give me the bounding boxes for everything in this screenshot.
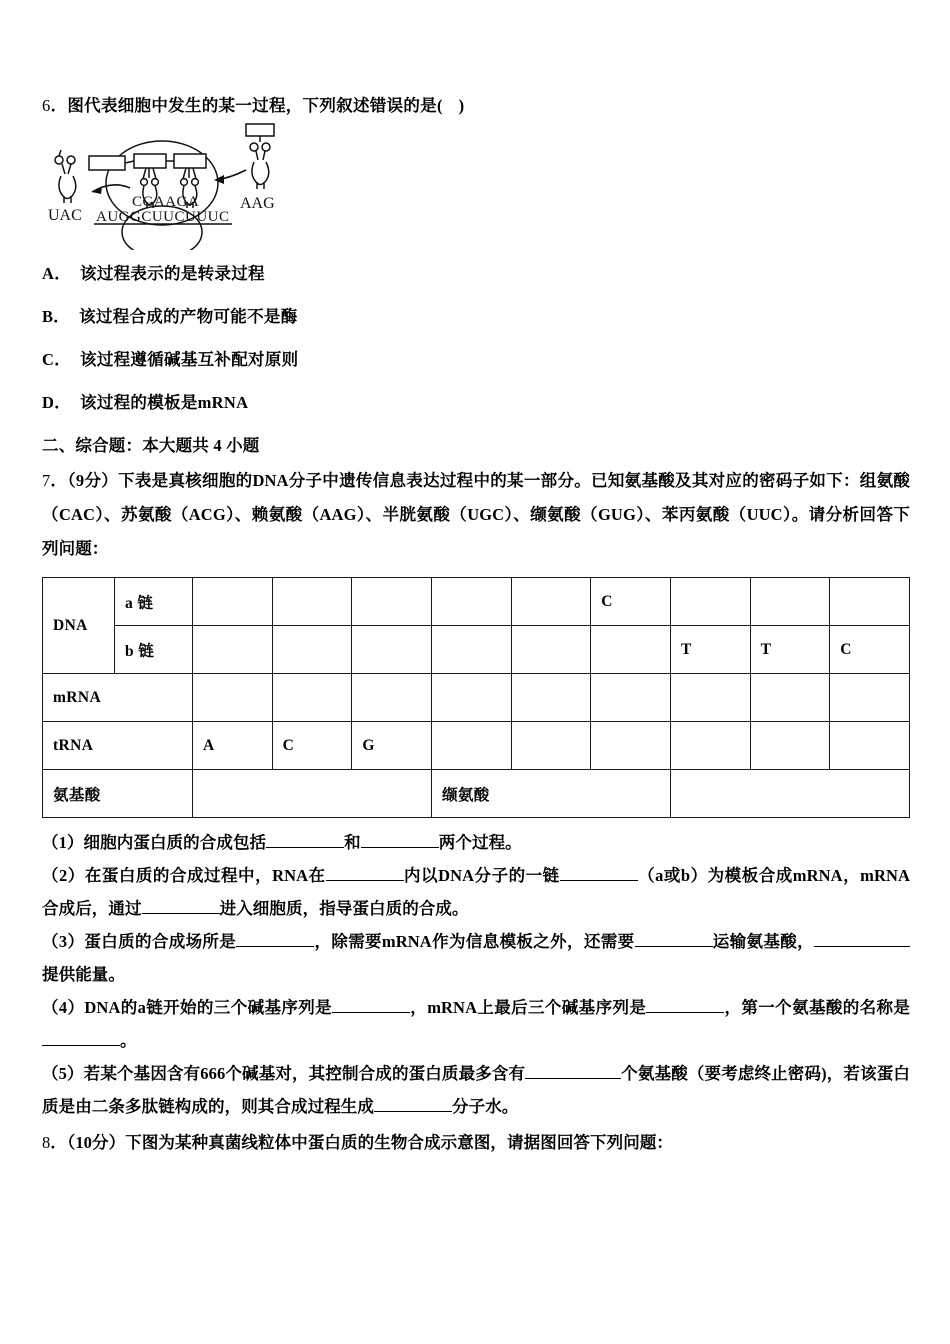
q7-4-part-1: ，mRNA上最后三个碱基序列是 xyxy=(410,998,647,1018)
cell-a-9 xyxy=(830,578,910,626)
option-a-label: A． xyxy=(42,264,72,283)
q7-5-part-1: 个氨基酸（要考虑终止密码)，若该蛋白质是由二条多肽链构成的，则其合成过程生成 xyxy=(42,1064,910,1117)
cell-mrna-9 xyxy=(830,674,910,722)
question-7-sub-2 xyxy=(42,859,910,925)
option-c-text: 该过程遵循碱基互补配对原则 xyxy=(80,350,299,369)
cell-mrna-6 xyxy=(591,674,671,722)
q7-3-blank-1[interactable] xyxy=(236,930,314,948)
question-8-marks: （10分） xyxy=(66,1133,126,1153)
cell-trna-9 xyxy=(830,722,910,770)
question-6-number: 6 xyxy=(42,96,51,115)
q7-1-part-0: （1）细胞内蛋白质的合成包括 xyxy=(42,833,267,853)
entering-trna-label: AAG xyxy=(240,195,275,212)
cell-mrna-4 xyxy=(431,674,511,722)
option-b xyxy=(42,303,910,327)
q7-3-part-0: （3）蛋白质的合成场所是 xyxy=(42,932,237,952)
cell-mrna-5 xyxy=(511,674,591,722)
cell-trna-6 xyxy=(591,722,671,770)
cell-chain-a: a 链 xyxy=(115,578,193,626)
option-d-label: D． xyxy=(42,393,72,412)
question-7-stem: 7．（9分）下表是真核细胞的DNA分子中遗传信息表达过程中的某一部分。已知氨基酸及其对应的密码子如下：组氨酸（CAC）、苏氨酸（ACG）、赖氨酸（AAG）、半胱氨酸（UGC）、缬氨酸（GUG）、苯丙氨酸（UUC）。请分析回答下列问题： xyxy=(42,471,911,558)
table-row-amino-acid xyxy=(43,770,910,818)
translation-ribosome-diagram xyxy=(34,120,314,250)
table-row-trna xyxy=(43,722,910,770)
cell-trna-3: G xyxy=(352,722,432,770)
option-b-text: 该过程合成的产物可能不是酶 xyxy=(79,307,298,326)
cell-trna-4 xyxy=(431,722,511,770)
question-7-sub-3 xyxy=(42,925,910,991)
q7-4-part-0: （4）DNA的a链开始的三个碱基序列是 xyxy=(42,998,333,1018)
question-6-text: ．图代表细胞中发生的某一过程，下列叙述错误的是 xyxy=(50,96,437,115)
q7-2-part-0: （2）在蛋白质的合成过程中，RNA在 xyxy=(42,866,326,886)
q7-2-blank-3[interactable] xyxy=(142,897,220,915)
cell-amino-acid-label: 氨基酸 xyxy=(43,770,193,818)
option-d-text: 该过程的模板是mRNA xyxy=(80,393,249,412)
cell-a-7 xyxy=(670,578,750,626)
cell-mrna-3 xyxy=(352,674,432,722)
question-8-number: 8 xyxy=(42,1133,51,1153)
question-6-answer-paren: ( ) xyxy=(436,96,471,115)
cell-b-6 xyxy=(591,626,671,674)
question-7-number: 7 xyxy=(42,471,51,490)
cell-b-2 xyxy=(272,626,352,674)
cell-mrna-7 xyxy=(670,674,750,722)
cell-trna-8 xyxy=(750,722,830,770)
cell-b-9: C xyxy=(830,626,910,674)
question-6-block xyxy=(42,92,910,413)
cell-mrna-label: mRNA xyxy=(43,674,193,722)
cell-trna-7 xyxy=(670,722,750,770)
q7-5-blank-2[interactable] xyxy=(374,1095,452,1113)
cell-mrna-2 xyxy=(272,674,352,722)
q7-5-blank-1[interactable] xyxy=(525,1062,621,1080)
cell-a-1 xyxy=(193,578,273,626)
question-7-sub-4 xyxy=(42,991,910,1057)
q7-4-blank-1[interactable] xyxy=(332,996,410,1014)
question-7-stem-text: 下表是真核细胞的DNA分子中遗传信息表达过程中的某一部分。已知氨基酸及其对应的密码子如下：组氨酸（CAC）、苏氨酸（ACG）、赖氨酸（AAG）、半胱氨酸（UGC）、缬氨酸（GUG）、苯丙氨酸（UUC）。请分析回答下列问题： xyxy=(42,471,911,558)
question-8: 8．（10分）下图为某种真菌线粒体中蛋白质的生物合成示意图，请据图回答下列问题： xyxy=(42,1133,674,1153)
cell-mrna-8 xyxy=(750,674,830,722)
cell-amino-group-3 xyxy=(670,770,909,818)
cell-mrna-1 xyxy=(193,674,273,722)
cell-b-7: T xyxy=(670,626,750,674)
q7-4-part-3: 。 xyxy=(120,1031,137,1051)
question-6-heading xyxy=(42,92,910,116)
q7-3-blank-3[interactable] xyxy=(814,930,910,948)
exiting-trna-label: UAC xyxy=(48,207,82,224)
option-c-label: C． xyxy=(42,350,72,369)
cell-b-1 xyxy=(193,626,273,674)
q7-2-part-2: （a或b）为模板合成mRNA，mRNA合成后，通过 xyxy=(42,866,910,919)
option-a-text: 该过程表示的是转录过程 xyxy=(80,264,265,283)
cell-a-5 xyxy=(511,578,591,626)
q7-1-part-2: 两个过程。 xyxy=(438,833,522,853)
cell-a-4 xyxy=(431,578,511,626)
q7-5-part-2: 分子水。 xyxy=(452,1097,519,1117)
q7-1-blank-1[interactable] xyxy=(266,831,344,849)
question-7-sub-1 xyxy=(42,826,910,859)
q7-2-part-3: 进入细胞质，指导蛋白质的合成。 xyxy=(219,899,469,919)
q7-2-blank-2[interactable] xyxy=(560,864,638,882)
q7-2-blank-1[interactable] xyxy=(326,864,404,882)
table-row-dna-b xyxy=(43,626,910,674)
q7-4-blank-3[interactable] xyxy=(42,1029,120,1047)
cell-b-5 xyxy=(511,626,591,674)
cell-chain-b: b 链 xyxy=(115,626,193,674)
q7-1-blank-2[interactable] xyxy=(361,831,439,849)
q7-1-part-1: 和 xyxy=(344,833,361,853)
question-8-text: 下图为某种真菌线粒体中蛋白质的生物合成示意图，请据图回答下列问题： xyxy=(125,1133,674,1153)
q7-3-part-2: 运输氨基酸， xyxy=(712,932,814,952)
q7-4-blank-2[interactable] xyxy=(646,996,724,1014)
q7-3-part-1: ，除需要mRNA作为信息模板之外，还需要 xyxy=(314,932,635,952)
cell-dna-label: DNA xyxy=(43,578,115,674)
q7-3-blank-2[interactable] xyxy=(635,930,713,948)
table-row-mrna xyxy=(43,674,910,722)
cell-a-3 xyxy=(352,578,432,626)
question-7-sub-5 xyxy=(42,1057,910,1123)
genetic-information-table xyxy=(42,577,910,818)
option-d xyxy=(42,389,910,413)
question-6-options xyxy=(42,260,910,413)
table-row-dna-a xyxy=(43,578,910,626)
option-a xyxy=(42,260,910,284)
cell-a-2 xyxy=(272,578,352,626)
cell-amino-group-1 xyxy=(193,770,432,818)
q7-4-part-2: ，第一个氨基酸的名称是 xyxy=(724,998,910,1018)
section-2-heading: 二、综合题：本大题共 4 小题 xyxy=(42,436,260,455)
cell-amino-group-2: 缬氨酸 xyxy=(431,770,670,818)
q7-5-part-0: （5）若某个基因含有666个碱基对，其控制合成的蛋白质最多含有 xyxy=(42,1064,526,1084)
cell-trna-2: C xyxy=(272,722,352,770)
cell-b-3 xyxy=(352,626,432,674)
cell-trna-1: A xyxy=(193,722,273,770)
cell-trna-label: tRNA xyxy=(43,722,193,770)
q7-3-part-3: 提供能量。 xyxy=(42,965,125,985)
page-content xyxy=(42,92,910,1153)
cell-b-4 xyxy=(431,626,511,674)
cell-a-8 xyxy=(750,578,830,626)
cell-b-8: T xyxy=(750,626,830,674)
mrna-sequence: AUGGCUUCUUUC xyxy=(96,209,230,225)
q7-2-part-1: 内以DNA分子的一链 xyxy=(403,866,560,886)
option-b-label: B． xyxy=(42,307,71,326)
ribosome-upper-sequence: CGAAGA xyxy=(132,194,200,210)
question-7-marks: （9分） xyxy=(67,471,119,490)
option-c xyxy=(42,346,910,370)
cell-a-6: C xyxy=(591,578,671,626)
cell-trna-5 xyxy=(511,722,591,770)
